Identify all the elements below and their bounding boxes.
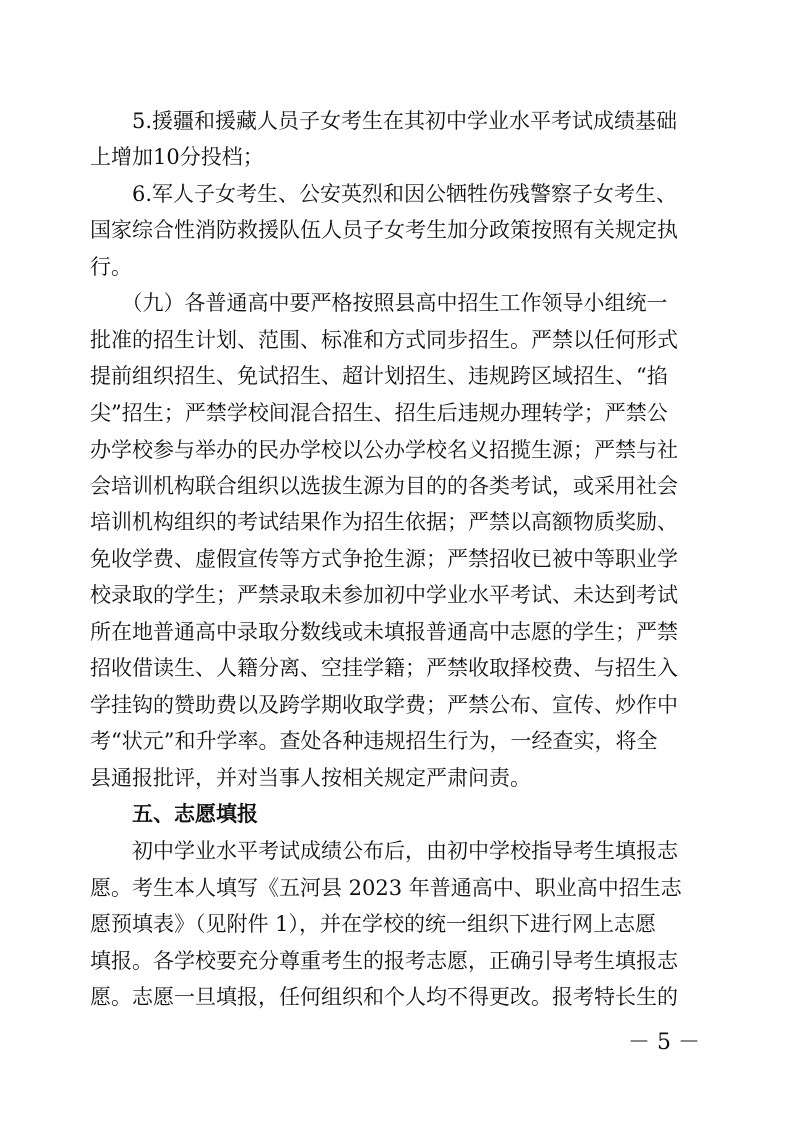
body-line: 国家综合性消防救援队伍人员子女考生加分政策按照有关规定执 <box>90 218 678 242</box>
body-line: 尖”招生；严禁学校间混合招生、招生后违规办理转学；严禁公 <box>90 401 668 425</box>
body-line: 愿。考生本人填写《五河县 2023 年普通高中、职业高中招生志 <box>90 876 682 900</box>
body-line: 校录取的学生；严禁录取未参加初中学业水平考试、未达到考试 <box>90 583 678 607</box>
body-line: 培训机构组织的考试结果作为招生依据；严禁以高额物质奖励、 <box>90 510 678 534</box>
body-line: 招收借读生、人籍分离、空挂学籍；严禁收取择校费、与招生入 <box>90 656 678 680</box>
body-line: 批准的招生计划、范围、标准和方式同步招生。严禁以任何形式 <box>90 328 678 352</box>
body-line: （九）各普通高中要严格按照县高中招生工作领导小组统一 <box>90 291 668 315</box>
body-line: 学挂钩的赞助费以及跨学期收取学费；严禁公布、宣传、炒作中 <box>90 693 678 717</box>
body-line: 愿预填表》（见附件 1），并在学校的统一组织下进行网上志愿 <box>90 912 657 936</box>
body-line: 所在地普通高中录取分数线或未填报普通高中志愿的学生；严禁 <box>90 620 678 644</box>
body-line: 免收学费、虚假宣传等方式争抢生源；严禁招收已被中等职业学 <box>90 547 678 571</box>
body-line: 初中学业水平考试成绩公布后，由初中学校指导考生填报志 <box>90 839 678 863</box>
section-heading: 五、志愿填报 <box>90 802 258 826</box>
page-number: － 5 － <box>628 1030 700 1055</box>
body-line: 填报。各学校要充分尊重考生的报考志愿，正确引导考生填报志 <box>90 949 678 973</box>
body-line: 5.援疆和援藏人员子女考生在其初中学业水平考试成绩基础 <box>90 109 678 133</box>
body-line: 6.军人子女考生、公安英烈和因公牺牲伤残警察子女考生、 <box>90 182 678 206</box>
body-line: 提前组织招生、免试招生、超计划招生、违规跨区域招生、“掐 <box>90 364 668 388</box>
body-line: 上增加10分投档； <box>90 145 264 169</box>
body-line: 会培训机构联合组织以选拔生源为目的的各类考试，或采用社会 <box>90 474 678 498</box>
body-line: 办学校参与举办的民办学校以公办学校名义招揽生源；严禁与社 <box>90 438 678 462</box>
body-line: 行。 <box>90 255 132 279</box>
body-line: 愿。志愿一旦填报，任何组织和个人均不得更改。报考特长生的 <box>90 985 678 1009</box>
body-line: 考“状元”和升学率。查处各种违规招生行为，一经查实，将全 <box>90 729 658 753</box>
body-line: 县通报批评，并对当事人按相关规定严肃问责。 <box>90 766 531 790</box>
